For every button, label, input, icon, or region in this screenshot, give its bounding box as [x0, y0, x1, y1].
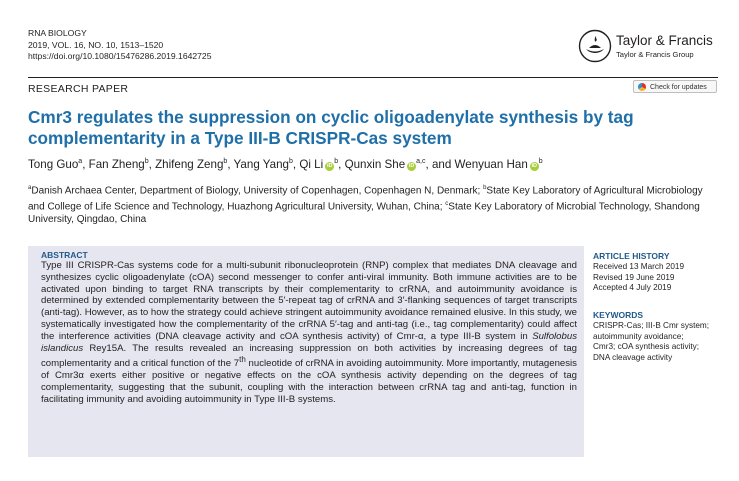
author-separator: , and [425, 158, 455, 171]
author [345, 158, 426, 171]
author [28, 158, 82, 171]
author-name: Wenyuan Han [454, 158, 528, 171]
author-separator: , [82, 158, 89, 171]
orcid-icon[interactable]: iD [531, 163, 538, 169]
author-affiliation-mark: a [78, 158, 83, 166]
author-affiliation-mark: b [334, 158, 339, 166]
abstract-part-3: nucleotide of crRNA in avoiding autoimmunity. More importantly, mutagenesis of Cmr3α exerts either positive or negative effects on the cOA synthesis activity depending on the degrees of tag complementarity, suggesting that the subunit, coupling with the interaction between crRNA tag and anti-tag, function in facilitating immunity and avoiding autoimmunity in Type III-B systems. [41, 358, 577, 405]
journal-name: RNA BIOLOGY [28, 28, 87, 38]
keyword-line: Cmr3; cOA synthesis activity; [593, 342, 700, 352]
article-type: RESEARCH PAPER [28, 83, 129, 95]
author-affiliation-mark: b [144, 158, 149, 166]
history-revised: Revised 19 June 2019 [593, 272, 675, 282]
author-affiliation-mark: b [223, 158, 228, 166]
abstract-text [41, 260, 577, 406]
check-updates-label: Check for updates [650, 84, 707, 91]
orcid-icon[interactable]: iD [326, 163, 333, 169]
author-affiliation-mark: b [538, 158, 543, 166]
author [455, 158, 543, 171]
header-divider [28, 77, 718, 78]
keywords [593, 310, 723, 363]
author [89, 158, 149, 171]
author-separator: , [148, 158, 156, 171]
keyword-line: CRISPR-Cas; III-B Cmr system; [593, 321, 709, 330]
abstract-part-1: Type III CRISPR-Cas systems code for a multi-subunit ribonucleoprotein (RNP) complex that mediates DNA cleavage and synthesizes cyclic oligoadenylate (cOA) second messenger to confer anti-viral immunity. Both immune activities are to be activated upon binding to target RNA transcripts by their complementarity to crRNA, and autoimmunity avoidance is determined by extended complementarity between the 5′-repeat tag of crRNA and 3′-flanking sequences of target transcripts (anti-tag). However, as to how the strategy could achieve stringent autoimmunity avoidance remained elusive. In this study, we systematically investigated how the complementarity of the crRNA 5′-tag and anti-tag (i.e., tag complementarity) could affect the interference activities (DNA cleavage activity and cOA synthesis activity) of Cmr-α, a type III-B system in [41, 260, 577, 342]
history-received: Received 13 March 2019 [593, 262, 685, 271]
journal-header [28, 28, 212, 63]
keywords-heading: KEYWORDS [593, 310, 644, 320]
author-name: Tong Guo [28, 158, 79, 171]
article-history [593, 251, 723, 294]
author-name: Qi Li [299, 158, 324, 171]
article-title: Cmr3 regulates the suppression on cyclic oligoadenylate synthesis by tag complementarity in a Type III-B CRISPR-Cas system [28, 107, 634, 148]
author [299, 158, 338, 171]
history-accepted: Accepted 4 July 2019 [593, 283, 672, 293]
affiliation-mark: c [445, 200, 449, 207]
species-name: Sulfolobus islandicus [41, 330, 577, 354]
abstract-part-2: Rey15A. The results revealed an increasing suppression on both activities by increasing degrees of tag complementarity and a critical function of the 7 [41, 342, 577, 370]
journal-citation: 2019, VOL. 16, NO. 10, 1513–1520 [28, 39, 164, 50]
ordinal-suffix: th [239, 355, 246, 365]
orcid-icon[interactable]: iD [408, 163, 415, 169]
keyword-line: DNA cleavage activity [593, 352, 673, 362]
check-updates-button[interactable] [633, 80, 717, 93]
affiliation-mark: b [483, 185, 487, 191]
author-affiliation-mark: a,c [416, 158, 426, 166]
author-name: Qunxin She [344, 158, 406, 171]
crossmark-icon [638, 83, 646, 91]
abstract-box [28, 246, 584, 457]
keyword-line: autoimmunity avoidance; [593, 331, 684, 341]
journal-doi[interactable]: https://doi.org/10.1080/15476286.2019.1642725 [28, 51, 212, 62]
author-name: Zhifeng Zeng [155, 158, 224, 171]
affiliation-mark: a [28, 185, 32, 191]
affiliation-text: Danish Archaea Center, Department of Biology, University of Copenhagen, Copenhagen N, Denmark; [31, 185, 484, 197]
author [155, 158, 227, 171]
publisher-logo [578, 29, 718, 65]
abstract-heading: ABSTRACT [41, 250, 88, 260]
affiliation-text: State Key Laboratory of Agricultural Microbiology and College of Life Science and Technology, Huazhong Agricultural University, Wuhan, China; [28, 185, 703, 212]
author-list [28, 158, 543, 171]
publisher-name: Taylor & Francis [616, 33, 713, 48]
lamp-logo-icon [578, 29, 612, 63]
affiliations [28, 182, 718, 227]
author-name: Yang Yang [233, 158, 289, 171]
author-name: Fan Zheng [88, 158, 145, 171]
author-separator: , [338, 158, 345, 171]
affiliation-text: State Key Laboratory of Microbial Technology, Shandong University, Qingdao, China [28, 200, 700, 226]
author-separator: , [227, 158, 234, 171]
author [234, 158, 293, 171]
author-affiliation-mark: b [289, 158, 293, 166]
publisher-group: Taylor & Francis Group [616, 50, 694, 59]
author-separator: , [292, 158, 300, 171]
article-history-heading: ARTICLE HISTORY [593, 251, 670, 261]
